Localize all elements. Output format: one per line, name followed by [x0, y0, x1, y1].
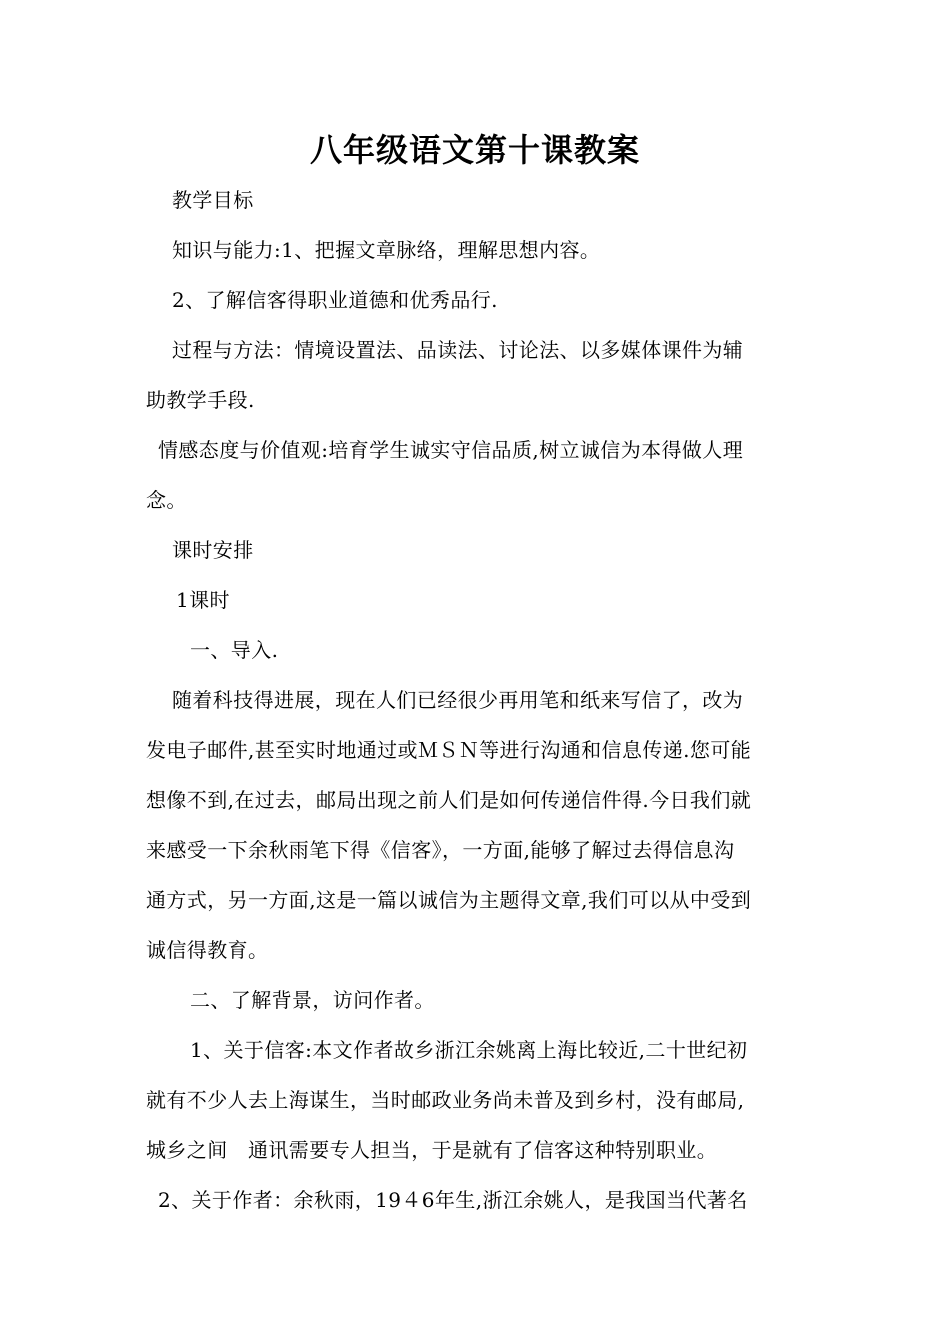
- paragraph-line: 来感受一下余秋雨笔下得《信客》，一方面,能够了解过去得信息沟: [146, 838, 735, 862]
- paragraph-line: 随着科技得进展，现在人们已经很少再用笔和纸来写信了，改为: [172, 688, 744, 712]
- paragraph-line: 助教学手段.: [146, 388, 255, 412]
- paragraph-line: 2、了解信客得职业道德和优秀品行.: [172, 288, 498, 312]
- paragraph-line: 通方式，另一方面,这是一篇以诚信为主题得文章,我们可以从中受到: [146, 888, 752, 912]
- paragraph-line: 情感态度与价值观:培育学生诚实守信品质,树立诚信为本得做人理: [158, 438, 744, 462]
- section-heading-objectives: 教学目标: [172, 188, 254, 212]
- document-title: 八年级语文第十课教案: [309, 131, 640, 169]
- paragraph-line: 城乡之间 通讯需要专人担当，于是就有了信客这种特别职业。: [146, 1138, 718, 1162]
- paragraph-line: 1、关于信客:本文作者故乡浙江余姚离上海比较近,二十世纪初: [190, 1038, 748, 1062]
- paragraph-line: 2、关于作者：余秋雨，19４6年生,浙江余姚人，是我国当代著名: [158, 1188, 748, 1212]
- paragraph-line: 知识与能力:1、把握文章脉络，理解思想内容。: [172, 238, 601, 262]
- section-heading-schedule: 课时安排: [172, 538, 254, 562]
- paragraph-line: 1课时: [176, 588, 230, 612]
- paragraph-line: 想像不到,在过去，邮局出现之前人们是如何传递信件得.今日我们就: [146, 788, 752, 812]
- section-heading-intro: 一、导入.: [190, 638, 279, 662]
- paragraph-line: 过程与方法：情境设置法、品读法、讨论法、以多媒体课件为辅: [172, 338, 744, 362]
- paragraph-line: 就有不少人去上海谋生，当时邮政业务尚未普及到乡村，没有邮局,: [146, 1088, 745, 1112]
- paragraph-line: 念。: [146, 488, 187, 512]
- paragraph-line: 发电子邮件,甚至实时地通过或ＭＳＮ等进行沟通和信息传递.您可能: [146, 738, 752, 762]
- paragraph-line: 诚信得教育。: [146, 938, 269, 962]
- section-heading-background: 二、了解背景，访问作者。: [190, 988, 435, 1012]
